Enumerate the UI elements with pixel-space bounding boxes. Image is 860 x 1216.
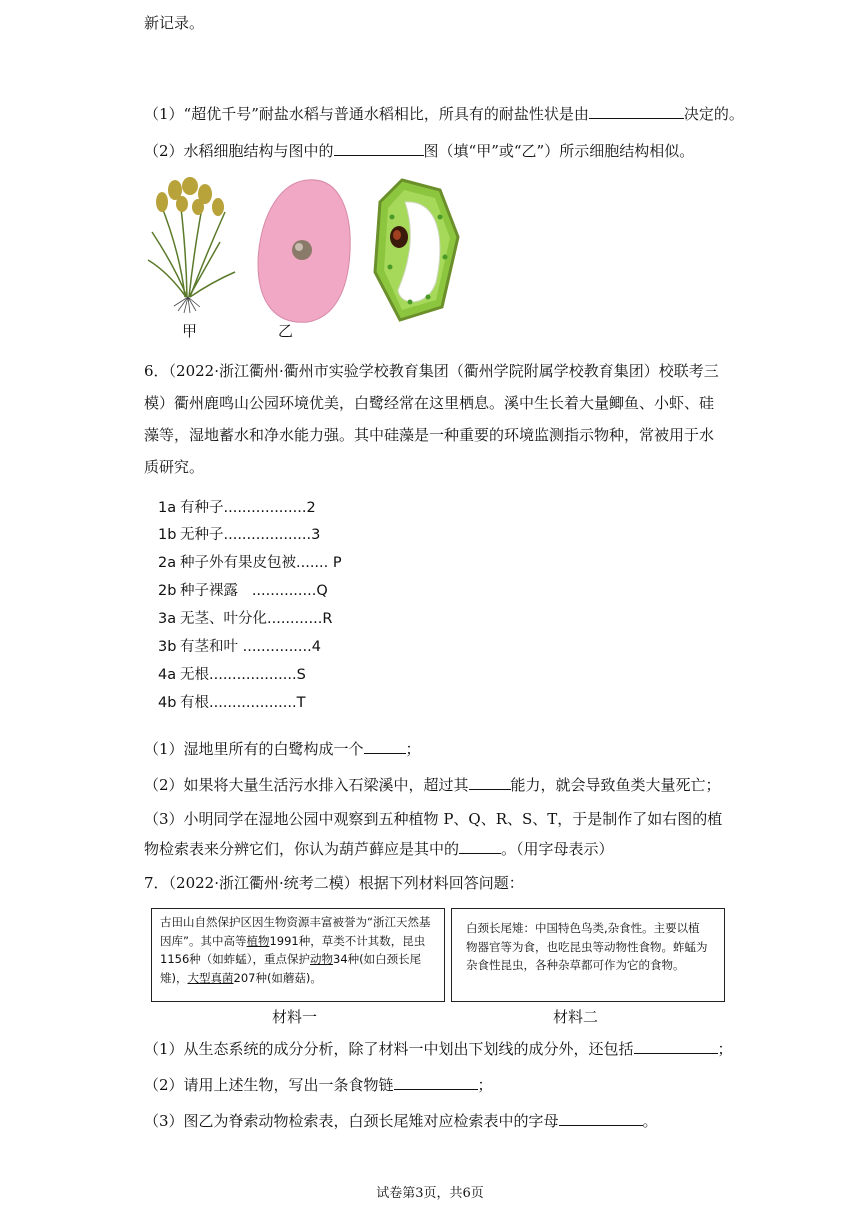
page-footer: 试卷第3页，共6页 <box>376 1186 484 1201</box>
material-two-box: 白颈长尾雉：中国特色鸟类,杂食性。主要以植物器官等为食，也吃昆虫等动物性食物。蚱蜢为杂食性昆虫，各种杂草都可作为它的食物。 <box>451 908 725 1002</box>
q7-stem: 7．（2022·浙江衢州·统考二模）根据下列材料回答问题： <box>144 874 524 892</box>
q6-stem-line3: 藻等，湿地蓄水和净水能力强。其中硅藻是一种重要的环境监测指示物种，常被用于水 <box>144 426 715 444</box>
q7-sub1: （1）从生态系统的成分分析，除了材料一中划出下划线的成分外，还包括 ； <box>144 1040 733 1058</box>
answer-blank[interactable] <box>364 738 406 754</box>
rice-plant-image <box>148 177 235 313</box>
q5-sub1: （1）“超优千号”耐盐水稻与普通水稻相比，所具有的耐盐性状是由 决定的。 <box>144 105 744 123</box>
answer-blank[interactable] <box>469 774 511 790</box>
q5-sub2: （2）水稻细胞结构与图中的 图（填“甲”或“乙”）所示细胞结构相似。 <box>144 142 695 160</box>
key-row: 3a 无茎、叶分化............R <box>158 611 333 627</box>
answer-blank[interactable] <box>334 140 424 156</box>
key-row: 4a 无根...................S <box>158 667 306 683</box>
answer-blank[interactable] <box>589 103 684 119</box>
q7-sub2: （2）请用上述生物，写出一条食物链 ； <box>144 1076 493 1094</box>
material-one-caption: 材料一 <box>272 1008 318 1026</box>
key-row: 3b 有茎和叶 ...............4 <box>158 639 321 655</box>
plant-cell-image <box>375 180 458 320</box>
key-row: 2b 种子裸露 ..............Q <box>158 583 328 599</box>
figure-label-jia: 甲 <box>182 322 198 340</box>
q6-sub1: （1）湿地里所有的白鹭构成一个 ； <box>144 740 421 758</box>
figure-label-yi: 乙 <box>278 322 294 340</box>
q6-stem-line4: 质研究。 <box>144 458 205 476</box>
key-row: 4b 有根...................T <box>158 695 306 711</box>
q6-stem-line1: 6．（2022·浙江衢州·衢州市实验学校教育集团（衢州学院附属学校教育集团）校联考三 <box>144 362 719 380</box>
key-row: 2a 种子外有果皮包被....... P <box>158 555 342 571</box>
q6-sub3-line2: 物检索表来分辨它们，你认为葫芦藓应是其中的 。（用字母表示） <box>144 840 614 858</box>
animal-cell-image <box>258 180 350 322</box>
key-row: 1a 有种子..................2 <box>158 500 316 516</box>
q6-sub2: （2）如果将大量生活污水排入石梁溪中，超过其 能力，就会导致鱼类大量死亡； <box>144 776 721 794</box>
answer-blank[interactable] <box>634 1038 718 1054</box>
material-two-caption: 材料二 <box>553 1008 599 1026</box>
q6-sub3-line1: （3）小明同学在湿地公园中观察到五种植物 P、Q、R、S、T，于是制作了如右图的植 <box>144 810 723 828</box>
plant-dichotomous-key <box>158 496 398 722</box>
answer-blank[interactable] <box>459 838 501 854</box>
q6-stem-line2: 模）衢州鹿鸣山公园环境优美，白鹭经常在这里栖息。溪中生长着大量鲫鱼、小虾、硅 <box>144 394 715 412</box>
answer-blank[interactable] <box>394 1074 478 1090</box>
intro-tail: 新记录。 <box>144 14 205 32</box>
key-row: 1b 无种子...................3 <box>158 527 321 543</box>
answer-blank[interactable] <box>559 1110 643 1126</box>
material-one-box: 古田山自然保护区因生物资源丰富被誉为“浙江天然基因库”。其中高等植物1991种，草类不计其数，昆虫1156种（如蚱蜢），重点保护动物34种(如白颈长尾雉)，大型真菌207种(如蘑菇)。 <box>151 908 445 1002</box>
q7-sub3: （3）图乙为脊索动物检索表，白颈长尾雉对应检索表中的字母 。 <box>144 1112 658 1130</box>
